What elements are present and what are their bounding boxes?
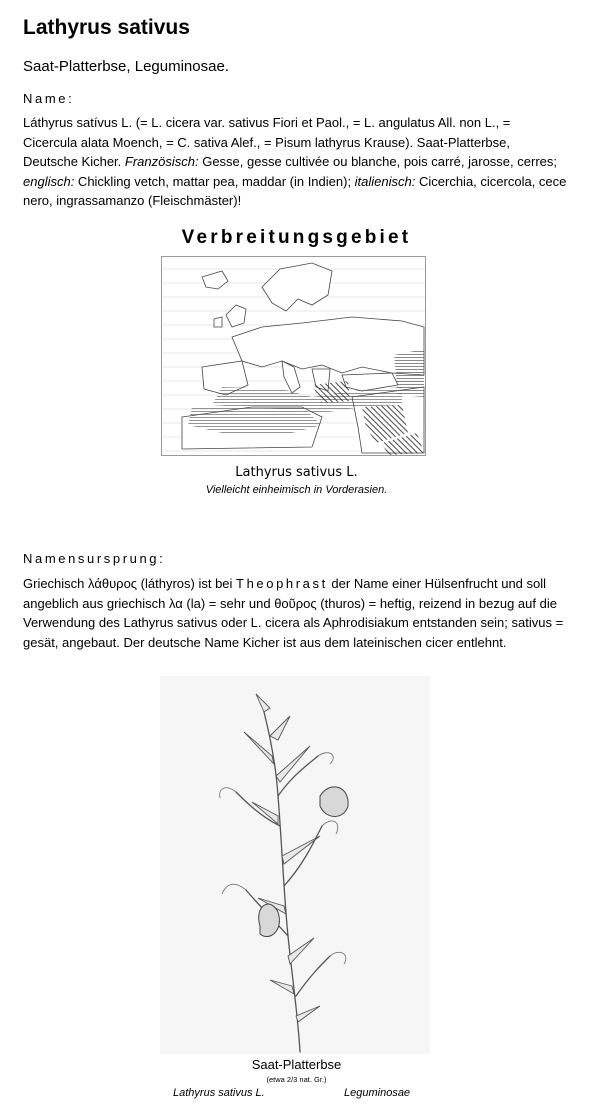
- distribution-map-drawing: [162, 257, 426, 456]
- name-section-label: Name:: [23, 91, 75, 106]
- plant-scale: (etwa 2/3 nat. Gr.): [266, 1075, 327, 1084]
- plant-drawing: [160, 676, 430, 1054]
- page-title: Lathyrus sativus: [23, 16, 190, 39]
- etymology-text: [23, 574, 568, 652]
- plant-caption: Saat-Platterbse: [251, 1057, 342, 1072]
- distribution-caption: Lathyrus sativus L.: [235, 465, 358, 480]
- label-english: englisch:: [23, 173, 75, 189]
- name-text-main: Láthyrus satívus L. (= L. cicera var. sativus Fiori et Paol., = L. angulatus All. non L., = Cicercula alata Moench, = C. sativa Alef., = Pisum lathyrus Krause). Saat-Platterbse, Deutsche Kicher.: [23, 115, 511, 169]
- distribution-heading: Verbreitungsgebiet: [181, 227, 412, 248]
- plant-illustration: [160, 676, 430, 1054]
- page-subtitle: Saat-Platterbse, Leguminosae.: [23, 58, 229, 75]
- etymology-text-1: Griechisch λάθυρος (láthyros) ist bei: [23, 576, 237, 591]
- plant-family: Leguminosae: [344, 1087, 411, 1099]
- distribution-map: [161, 256, 426, 456]
- name-text-french: Gesse, gesse cultivée ou blanche, pois carré, jarosse, cerres;: [198, 154, 557, 169]
- author-name: Theophrast: [236, 576, 328, 591]
- plant-latin-name: Lathyrus sativus L.: [173, 1087, 265, 1099]
- label-italian: italienisch:: [354, 173, 416, 189]
- name-section-text: [23, 113, 568, 211]
- name-text-italian: Cicerchia, cicercola, cece nero, ingrassamanzo (Fleischmäster)!: [23, 173, 567, 208]
- distribution-subcaption: Vielleicht einheimisch in Vorderasien.: [205, 484, 388, 496]
- label-french: Französisch:: [124, 154, 199, 169]
- etymology-text-2: der Name einer Hülsenfrucht und soll angeblich aus griechisch λα (la) = sehr und θοῦρος (thuros) = heftig, reizend in bezug auf die Verwendung des Lathyrus sativus oder L. cicera als Aphrodisiakum entstanden sein; sativus = gesät, angebaut. Der deutsche Name Kicher ist aus dem lateinischen cicer entlehnt.: [23, 576, 564, 650]
- etymology-label: Namensursprung:: [23, 551, 166, 566]
- name-text-english: Chickling vetch, mattar pea, maddar (in Indien);: [74, 173, 355, 189]
